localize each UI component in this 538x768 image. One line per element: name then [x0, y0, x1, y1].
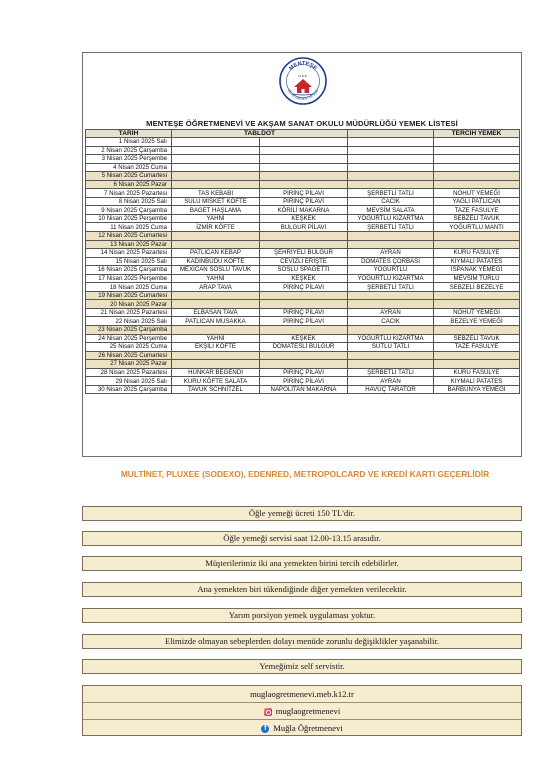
dish-cell: YAĞLI PATLICAN	[434, 197, 520, 206]
instagram-handle[interactable]: muglaogretmenevi	[275, 706, 341, 716]
dish-cell: KIYMALI PATATES	[434, 377, 520, 386]
notice-service-hours: Öğle yemeği servisi saat 12.00-13.15 arasıdır.	[82, 531, 522, 546]
date-cell: 8 Nisan 2025 Salı	[86, 197, 172, 206]
school-logo	[279, 57, 327, 105]
dish-cell	[172, 240, 260, 249]
dish-cell: BULGUR PİLAVI	[260, 223, 348, 232]
table-row	[86, 249, 520, 258]
date-cell: 25 Nisan 2025 Cuma	[86, 343, 172, 352]
dish-cell: ŞERBETLİ TATLI	[348, 368, 434, 377]
dish-cell: SEBZELİ TAVUK	[434, 214, 520, 223]
dish-cell: YAHNİ	[172, 334, 260, 343]
date-cell: 5 Nisan 2025 Cumartesi	[86, 172, 172, 181]
dish-cell	[172, 146, 260, 155]
dish-cell: TAVUK SCHNİTZEL	[172, 385, 260, 394]
dish-cell	[260, 300, 348, 309]
table-row	[86, 377, 520, 386]
dish-cell: BEZELYE YEMEĞİ	[434, 317, 520, 326]
dish-cell: İZMİR KÖFTE	[172, 223, 260, 232]
dish-cell	[260, 163, 348, 172]
table-row	[86, 206, 520, 215]
dish-cell: YOĞURTLU	[348, 266, 434, 275]
table-header-row	[86, 130, 520, 138]
website-link[interactable]: muglaogretmenevi.meb.k12.tr	[250, 689, 354, 699]
table-row	[86, 343, 520, 352]
dish-cell: ŞERBETLİ TATLI	[348, 223, 434, 232]
table-row	[86, 385, 520, 394]
dish-cell: HÜNKAR BEĞENDİ	[172, 368, 260, 377]
table-row	[86, 351, 520, 360]
column-header: TABLDOT	[172, 130, 348, 138]
dish-cell	[348, 360, 434, 369]
dish-cell: PİRİNÇ PİLAVI	[260, 197, 348, 206]
table-row	[86, 300, 520, 309]
dish-cell: PİRİNÇ PİLAVI	[260, 377, 348, 386]
dish-cell: PİRİNÇ PİLAVI	[260, 317, 348, 326]
table-row	[86, 326, 520, 335]
dish-cell	[348, 172, 434, 181]
table-row	[86, 240, 520, 249]
column-header	[348, 130, 434, 138]
contact-box	[82, 685, 522, 736]
date-cell: 20 Nisan 2025 Pazar	[86, 300, 172, 309]
dish-cell: TAZE FASULYE	[434, 206, 520, 215]
table-row	[86, 138, 520, 147]
date-cell: 18 Nisan 2025 Cuma	[86, 283, 172, 292]
dish-cell	[348, 155, 434, 164]
dish-cell	[172, 180, 260, 189]
dish-cell: AYRAN	[348, 308, 434, 317]
dish-cell	[260, 240, 348, 249]
dish-cell	[172, 300, 260, 309]
date-cell: 2 Nisan 2025 Çarşamba	[86, 146, 172, 155]
dish-cell: NAPOLİTAN MAKARNA	[260, 385, 348, 394]
dish-cell: PİRİNÇ PİLAVI	[260, 308, 348, 317]
dish-cell: PATLICAN MUSAKKA	[172, 317, 260, 326]
dish-cell: KURU FASULYE	[434, 368, 520, 377]
dish-cell: ŞERBETLİ TATLI	[348, 189, 434, 198]
dish-cell: KIYMALI PATATES	[434, 257, 520, 266]
table-row	[86, 308, 520, 317]
date-cell: 6 Nisan 2025 Pazar	[86, 180, 172, 189]
dish-cell	[434, 180, 520, 189]
instagram-icon	[264, 708, 272, 716]
table-row	[86, 163, 520, 172]
notice-price: Öğle yemeği ücreti 150 TL'dir.	[82, 506, 522, 521]
table-row	[86, 155, 520, 164]
dish-cell: TAS KEBABI	[172, 189, 260, 198]
dish-cell	[172, 351, 260, 360]
dish-cell: BAGET HAŞLAMA	[172, 206, 260, 215]
table-row	[86, 172, 520, 181]
dish-cell: ISPANAK YEMEĞİ	[434, 266, 520, 275]
date-cell: 3 Nisan 2025 Perşembe	[86, 155, 172, 164]
dish-cell: MEXICAN SOSLU TAVUK	[172, 266, 260, 275]
dish-cell	[434, 351, 520, 360]
dish-cell: MEVSİM SALATA	[348, 206, 434, 215]
column-header: TERCİH YEMEK	[434, 130, 520, 138]
logo-ring-text: ÖĞRETMENEVİ VE ASO	[286, 88, 320, 102]
dish-cell	[434, 163, 520, 172]
date-cell: 28 Nisan 2025 Pazartesi	[86, 368, 172, 377]
table-row	[86, 232, 520, 241]
dish-cell	[348, 232, 434, 241]
dish-cell	[172, 326, 260, 335]
dish-cell: TAZE FASULYE	[434, 343, 520, 352]
dish-cell: NOHUT YEMEĞİ	[434, 189, 520, 198]
dish-cell: AYRAN	[348, 249, 434, 258]
dish-cell	[434, 291, 520, 300]
table-row	[86, 291, 520, 300]
table-row	[86, 180, 520, 189]
dish-cell	[348, 300, 434, 309]
dish-cell: KÖRİLİ MAKARNA	[260, 206, 348, 215]
date-cell: 7 Nisan 2025 Pazartesi	[86, 189, 172, 198]
date-cell: 19 Nisan 2025 Cumartesi	[86, 291, 172, 300]
dish-cell	[434, 326, 520, 335]
table-row	[86, 317, 520, 326]
dish-cell: SEBZELİ BEZELYE	[434, 283, 520, 292]
date-cell: 30 Nisan 2025 Çarşamba	[86, 385, 172, 394]
payment-banner: MULTİNET, PLUXEE (SODEXO), EDENRED, METROPOLCARD VE KREDİ KARTI GEÇERLİDİR	[120, 469, 490, 479]
dish-cell	[260, 291, 348, 300]
table-row	[86, 266, 520, 275]
table-row	[86, 197, 520, 206]
dish-cell	[434, 232, 520, 241]
table-row	[86, 360, 520, 369]
dish-cell	[348, 163, 434, 172]
dish-cell: CACIK	[348, 197, 434, 206]
dish-cell: YAHNİ	[172, 214, 260, 223]
dish-cell	[260, 351, 348, 360]
notice-half-portion: Yarım porsiyon yemek uygulaması yoktur.	[82, 608, 522, 623]
dish-cell	[172, 163, 260, 172]
dish-cell: ELBASAN TAVA	[172, 308, 260, 317]
dish-cell	[172, 155, 260, 164]
dish-cell: DOMATES ÇORBASI	[348, 257, 434, 266]
dish-cell: CEVİZLİ ERİŞTE	[260, 257, 348, 266]
dish-cell: KURU FASULYE	[434, 249, 520, 258]
facebook-page[interactable]: Muğla Öğretmenevi	[273, 723, 343, 733]
date-cell: 10 Nisan 2025 Perşembe	[86, 214, 172, 223]
dish-cell: ŞERBETLİ TATLI	[348, 283, 434, 292]
page-title: MENTEŞE ÖĞRETMENEVİ VE AKŞAM SANAT OKULU MÜDÜRLÜĞÜ YEMEK LİSTESİ	[146, 119, 458, 128]
dish-cell: SOSLU SPAGETTİ	[260, 266, 348, 275]
dish-cell: KEŞKEK	[260, 334, 348, 343]
date-cell: 26 Nisan 2025 Cumartesi	[86, 351, 172, 360]
dish-cell	[260, 155, 348, 164]
logo-arc-text: MENTEŞE	[288, 60, 318, 72]
notice-self-service: Yemeğimiz self servistir.	[82, 659, 522, 674]
dish-cell: DOMATESLİ BULGUR	[260, 343, 348, 352]
date-cell: 9 Nisan 2025 Çarşamba	[86, 206, 172, 215]
dish-cell: YOĞURTLU MANTI	[434, 223, 520, 232]
dish-cell	[172, 291, 260, 300]
column-header: TARİH	[86, 130, 172, 138]
dish-cell	[260, 138, 348, 147]
facebook-row	[83, 719, 521, 736]
dish-cell: YOĞURTLU KIZARTMA	[348, 334, 434, 343]
table-row	[86, 257, 520, 266]
dish-cell	[260, 232, 348, 241]
dish-cell	[260, 360, 348, 369]
dish-cell	[434, 138, 520, 147]
dish-cell	[348, 146, 434, 155]
dish-cell	[434, 300, 520, 309]
menu-sheet	[82, 52, 522, 457]
date-cell: 27 Nisan 2025 Pazar	[86, 360, 172, 369]
table-row	[86, 223, 520, 232]
dish-cell	[434, 240, 520, 249]
date-cell: 4 Nisan 2025 Cuma	[86, 163, 172, 172]
date-cell: 22 Nisan 2025 Salı	[86, 317, 172, 326]
date-cell: 29 Nisan 2025 Salı	[86, 377, 172, 386]
dish-cell: AYRAN	[348, 377, 434, 386]
dish-cell: SULU MİSKET KÖFTE	[172, 197, 260, 206]
notice-substitution: Ana yemekten biri tükendiğinde diğer yemekten verilecektir.	[82, 582, 522, 597]
table-row	[86, 283, 520, 292]
date-cell: 11 Nisan 2025 Cuma	[86, 223, 172, 232]
table-row	[86, 274, 520, 283]
dish-cell	[434, 172, 520, 181]
date-cell: 12 Nisan 2025 Cumartesi	[86, 232, 172, 241]
date-cell: 15 Nisan 2025 Salı	[86, 257, 172, 266]
table-row	[86, 214, 520, 223]
dish-cell	[172, 172, 260, 181]
dish-cell: PATLICAN KEBAP	[172, 249, 260, 258]
dish-cell: HAVUÇ TARATOR	[348, 385, 434, 394]
date-cell: 17 Nisan 2025 Perşembe	[86, 274, 172, 283]
date-cell: 16 Nisan 2025 Çarşamba	[86, 266, 172, 275]
dish-cell: PİRİNÇ PİLAVI	[260, 189, 348, 198]
dish-cell: ŞEHRİYELİ BULGUR	[260, 249, 348, 258]
menu-table-body	[86, 138, 520, 394]
dish-cell: ARAP TAVA	[172, 283, 260, 292]
table-row	[86, 334, 520, 343]
dish-cell	[260, 146, 348, 155]
table-row	[86, 368, 520, 377]
logo-sub-text: M.E.B.	[298, 74, 308, 78]
menu-table	[85, 129, 520, 394]
date-cell: 14 Nisan 2025 Pazartesi	[86, 249, 172, 258]
dish-cell: KADINBUDU KÖFTE	[172, 257, 260, 266]
website-row	[83, 686, 521, 702]
dish-cell: KEŞKEK	[260, 274, 348, 283]
dish-cell: PİRİNÇ PİLAVI	[260, 283, 348, 292]
date-cell: 24 Nisan 2025 Perşembe	[86, 334, 172, 343]
dish-cell: YAHNİ	[172, 274, 260, 283]
dish-cell	[348, 326, 434, 335]
facebook-icon: f	[261, 725, 269, 733]
date-cell: 21 Nisan 2025 Pazartesi	[86, 308, 172, 317]
date-cell: 13 Nisan 2025 Pazar	[86, 240, 172, 249]
dish-cell	[348, 180, 434, 189]
dish-cell	[434, 155, 520, 164]
dish-cell	[348, 291, 434, 300]
dish-cell: KEŞKEK	[260, 214, 348, 223]
dish-cell	[260, 326, 348, 335]
notice-choice: Müşterilerimiz iki ana yemekten birini tercih edebilirler.	[82, 556, 522, 571]
table-row	[86, 189, 520, 198]
dish-cell	[172, 360, 260, 369]
dish-cell: YOĞURTLU KIZARTMA	[348, 214, 434, 223]
dish-cell: CACIK	[348, 317, 434, 326]
dish-cell	[434, 146, 520, 155]
dish-cell	[348, 138, 434, 147]
dish-cell: KURU KÖFTE SALATA	[172, 377, 260, 386]
dish-cell: SEBZELİ TAVUK	[434, 334, 520, 343]
dish-cell: NOHUT YEMEĞİ	[434, 308, 520, 317]
dish-cell: SÜTLÜ TATLI	[348, 343, 434, 352]
table-row	[86, 146, 520, 155]
notice-menu-changes: Elimizde olmayan sebeplerden dolayı menüde zorunlu değişiklikler yaşanabilir.	[82, 634, 522, 649]
dish-cell	[348, 240, 434, 249]
date-cell: 23 Nisan 2025 Çarşamba	[86, 326, 172, 335]
dish-cell	[172, 232, 260, 241]
instagram-row	[83, 702, 521, 719]
dish-cell: MEVSİM TÜRLÜ	[434, 274, 520, 283]
dish-cell	[260, 180, 348, 189]
dish-cell: EKŞİLİ KÖFTE	[172, 343, 260, 352]
date-cell: 1 Nisan 2025 Salı	[86, 138, 172, 147]
dish-cell	[348, 351, 434, 360]
dish-cell	[260, 172, 348, 181]
dish-cell	[434, 360, 520, 369]
dish-cell: BARBUNYA YEMEĞİ	[434, 385, 520, 394]
dish-cell	[172, 138, 260, 147]
dish-cell: YOĞURTLU KIZARTMA	[348, 274, 434, 283]
dish-cell: PİRİNÇ PİLAVI	[260, 368, 348, 377]
